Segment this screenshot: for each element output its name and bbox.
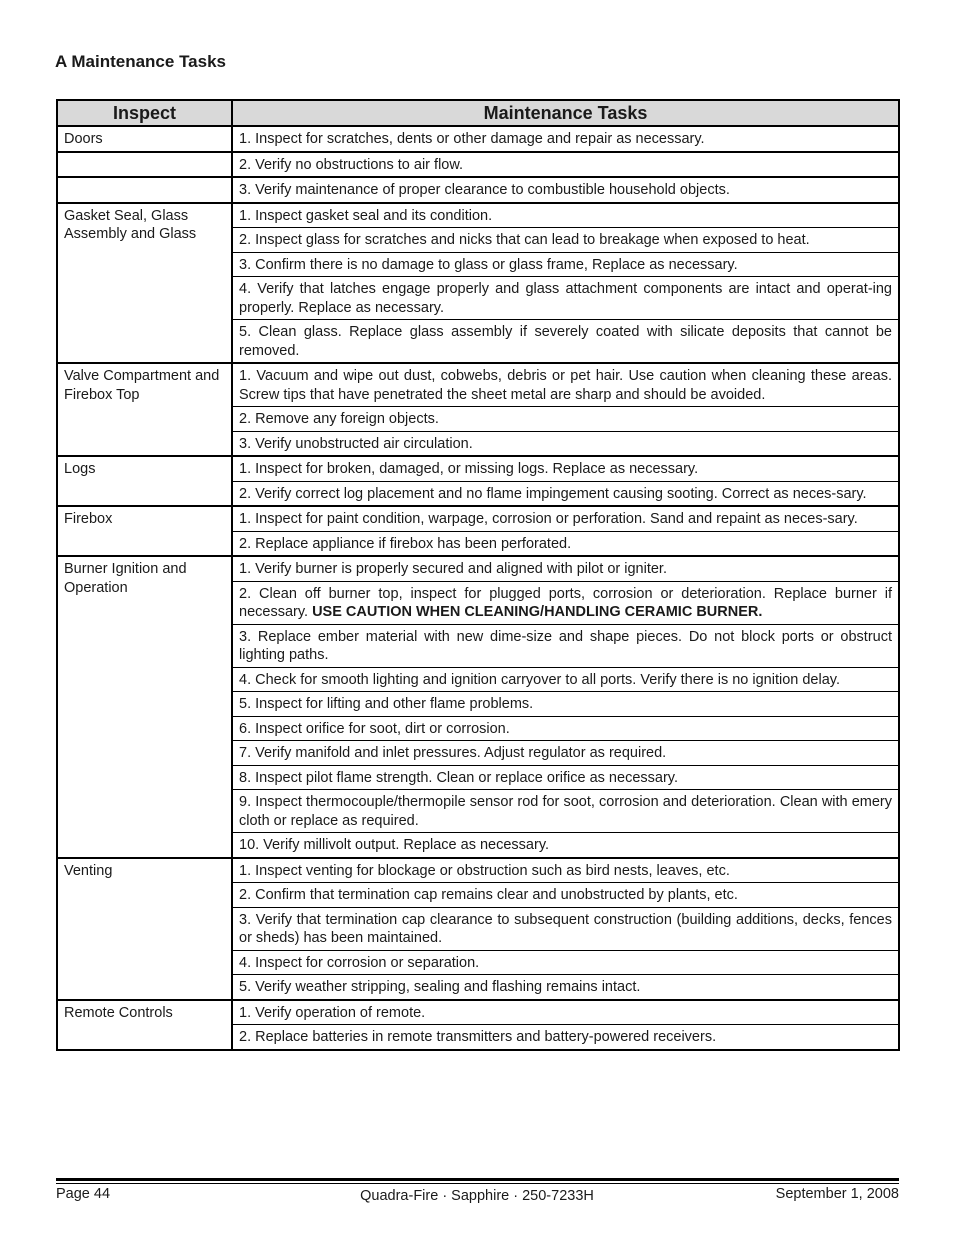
table-header-row <box>57 100 899 126</box>
task-cell: 2. Inspect glass for scratches and nicks that can lead to breakage when exposed to heat. <box>232 228 899 253</box>
footer-date: September 1, 2008 <box>775 1186 899 1202</box>
task-cell: 3. Replace ember material with new dime-size and shape pieces. Do not block ports or obstruct lighting paths. <box>232 624 899 667</box>
task-cell: 5. Inspect for lifting and other flame problems. <box>232 692 899 717</box>
task-cell: 1. Inspect for paint condition, warpage, corrosion or perforation. Sand and repaint as neces-sary. <box>232 506 899 531</box>
table-row <box>57 126 899 152</box>
footer-document-id: Quadra-Fire · Sapphire · 250-7233H <box>360 1188 594 1204</box>
inspect-cell: Firebox <box>57 506 232 556</box>
task-cell: 6. Inspect orifice for soot, dirt or corrosion. <box>232 716 899 741</box>
table-body <box>57 126 899 1050</box>
inspect-cell: Remote Controls <box>57 1000 232 1050</box>
task-cell: 1. Inspect gasket seal and its condition. <box>232 203 899 228</box>
task-cell: 2. Replace appliance if firebox has been perforated. <box>232 531 899 556</box>
maintenance-table-container <box>56 99 898 1051</box>
table-row <box>57 152 899 178</box>
footer-page-number: Page 44 <box>56 1186 111 1202</box>
task-cell: 4. Verify that latches engage properly and glass attachment components are intact and operat-ing properly. Replace as necessary. <box>232 277 899 320</box>
task-cell: 3. Verify maintenance of proper clearance to combustible household objects. <box>232 177 899 203</box>
inspect-cell: Doors <box>57 126 232 152</box>
task-cell: 2. Verify no obstructions to air flow. <box>232 152 899 178</box>
header-maintenance-tasks: Maintenance Tasks <box>232 100 899 126</box>
section-title: A Maintenance Tasks <box>55 52 227 71</box>
task-cell: 4. Inspect for corrosion or separation. <box>232 950 899 975</box>
task-cell: 9. Inspect thermocouple/thermopile sensor rod for soot, corrosion and deterioration. Clean with emery cloth or replace as required. <box>232 790 899 833</box>
task-cell <box>232 581 899 624</box>
table-row <box>57 177 899 203</box>
task-text: 2. Clean off burner top, inspect for plugged ports, corrosion or deterioration. Replace burner if necessary. <box>239 585 892 620</box>
inspect-cell <box>57 177 232 203</box>
inspect-cell: Gasket Seal, Glass Assembly and Glass <box>57 203 232 364</box>
table-row <box>57 858 899 883</box>
table-row <box>57 203 899 228</box>
inspect-cell: Logs <box>57 456 232 506</box>
task-cell: 1. Verify burner is properly secured and aligned with pilot or igniter. <box>232 556 899 581</box>
inspect-cell <box>57 152 232 178</box>
task-cell: 4. Check for smooth lighting and ignition carryover to all ports. Verify there is no ignition delay. <box>232 667 899 692</box>
task-cell: 1. Verify operation of remote. <box>232 1000 899 1025</box>
task-cell: 10. Verify millivolt output. Replace as necessary. <box>232 833 899 858</box>
task-cell: 3. Confirm there is no damage to glass or glass frame, Replace as necessary. <box>232 252 899 277</box>
footer-rule-thin <box>56 1183 899 1184</box>
table-row <box>57 363 899 407</box>
task-cell: 1. Inspect for scratches, dents or other damage and repair as necessary. <box>232 126 899 152</box>
footer-rule <box>56 1178 899 1181</box>
task-cell: 3. Verify that termination cap clearance to subsequent construction (building additions, decks, fences or sheds) has been maintained. <box>232 907 899 950</box>
table-row <box>57 1000 899 1025</box>
inspect-cell: Valve Compartment and Firebox Top <box>57 363 232 456</box>
maintenance-table <box>56 99 900 1051</box>
task-cell: 1. Inspect venting for blockage or obstruction such as bird nests, leaves, etc. <box>232 858 899 883</box>
task-cell: 1. Vacuum and wipe out dust, cobwebs, debris or pet hair. Use caution when cleaning these areas. Screw tips that have penetrated the sheet metal are sharp and should be avoided. <box>232 363 899 407</box>
task-cell: 2. Remove any foreign objects. <box>232 407 899 432</box>
table-row <box>57 506 899 531</box>
task-cell: 3. Verify unobstructed air circulation. <box>232 431 899 456</box>
task-cell: 2. Replace batteries in remote transmitters and battery-powered receivers. <box>232 1025 899 1050</box>
task-cell: 2. Confirm that termination cap remains clear and unobstructed by plants, etc. <box>232 883 899 908</box>
task-cell: 5. Clean glass. Replace glass assembly if severely coated with silicate deposits that cannot be removed. <box>232 320 899 364</box>
table-row <box>57 456 899 481</box>
task-cell: 2. Verify correct log placement and no flame impingement causing sooting. Correct as neces-sary. <box>232 481 899 506</box>
table-row <box>57 556 899 581</box>
task-cell: 5. Verify weather stripping, sealing and flashing remains intact. <box>232 975 899 1000</box>
caution-text: USE CAUTION WHEN CLEANING/HANDLING CERAMIC BURNER. <box>312 604 763 620</box>
task-cell: 7. Verify manifold and inlet pressures. Adjust regulator as required. <box>232 741 899 766</box>
inspect-cell: Venting <box>57 858 232 1000</box>
header-inspect: Inspect <box>57 100 232 126</box>
inspect-cell: Burner Ignition and Operation <box>57 556 232 858</box>
task-cell: 1. Inspect for broken, damaged, or missing logs. Replace as necessary. <box>232 456 899 481</box>
task-cell: 8. Inspect pilot flame strength. Clean or replace orifice as necessary. <box>232 765 899 790</box>
